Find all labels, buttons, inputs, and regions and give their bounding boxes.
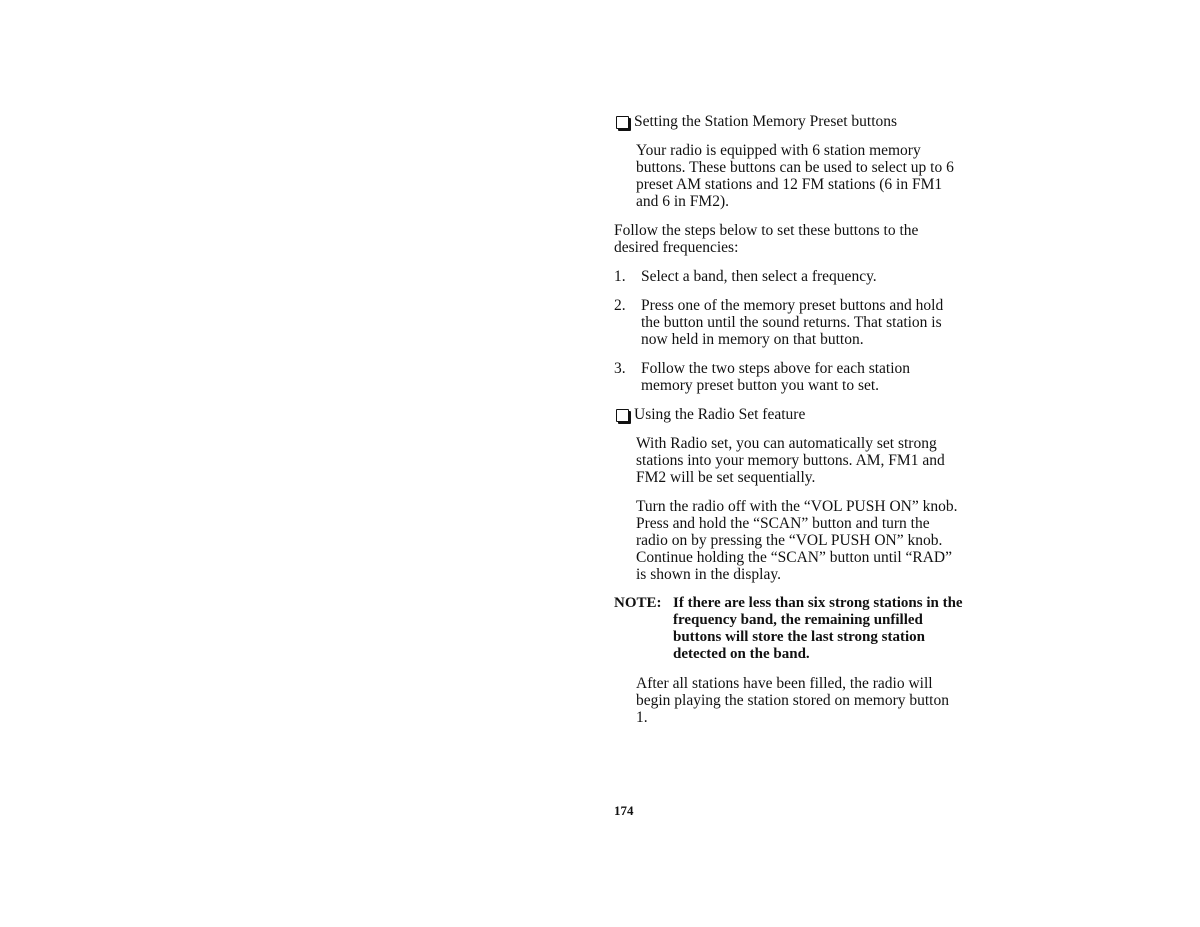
step-item	[614, 297, 959, 348]
radio-set-instructions: Turn the radio off with the “VOL PUSH ON” knob. Press and hold the “SCAN” button and turn the radio on by pressing the “VOL PUSH ON” knob. Continue holding the “SCAN” button until “RAD” is shown in the display.	[636, 498, 958, 583]
step-text: Select a band, then select a frequency.	[641, 268, 877, 285]
section-heading-radio-set	[614, 406, 974, 423]
step-text: Follow the two steps above for each station memory preset button you want to set.	[641, 360, 911, 394]
note-block	[614, 595, 963, 663]
note-label: NOTE:	[614, 595, 662, 611]
intro-paragraph: Your radio is equipped with 6 station memory buttons. These buttons can be used to select up to 6 preset AM stations and 12 FM stations (6 in FM1 and 6 in FM2).	[636, 142, 954, 210]
after-filled-paragraph: After all stations have been filled, the radio will begin playing the station stored on memory button 1.	[636, 675, 949, 726]
section-heading-memory-preset	[614, 113, 974, 130]
step-number: 1.	[614, 268, 626, 285]
page-number: 174	[614, 803, 634, 818]
follow-steps-paragraph: Follow the steps below to set these buttons to the desired frequencies:	[614, 222, 919, 256]
checkbox-bullet-icon	[616, 409, 629, 422]
manual-page-content	[614, 113, 974, 738]
step-item	[614, 360, 959, 394]
step-number: 3.	[614, 360, 626, 377]
section-heading-text: Setting the Station Memory Preset buttons	[634, 113, 898, 130]
checkbox-bullet-icon	[616, 116, 629, 129]
step-text: Press one of the memory preset buttons and hold the button until the sound returns. That station is now held in memory on that button.	[641, 297, 944, 348]
step-item	[614, 268, 959, 285]
step-number: 2.	[614, 297, 626, 314]
note-text: If there are less than six strong stations in the frequency band, the remaining unfilled buttons will store the last strong station detected on the band.	[673, 595, 963, 662]
radio-set-paragraph: With Radio set, you can automatically set strong stations into your memory buttons. AM, FM1 and FM2 will be set sequentially.	[636, 435, 945, 486]
section-heading-text: Using the Radio Set feature	[634, 406, 806, 423]
